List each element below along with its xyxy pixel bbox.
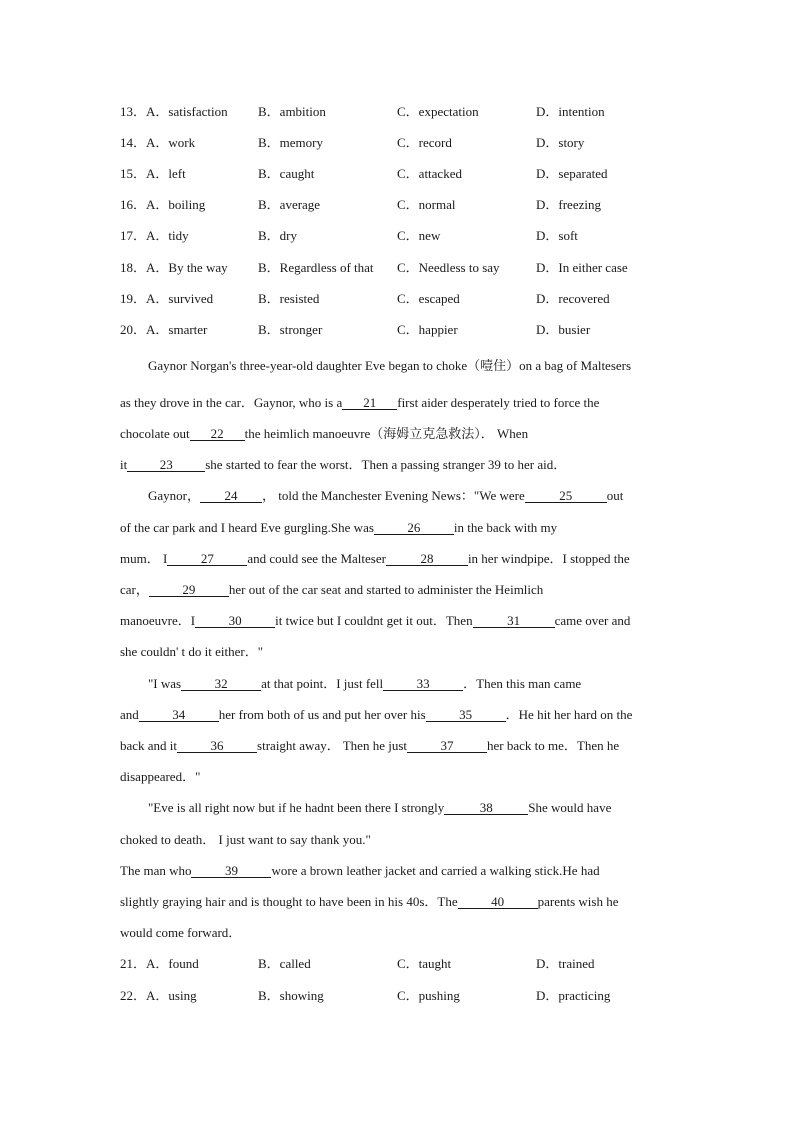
question-19-option-b: B．resisted [258, 291, 320, 306]
question-20-option-b: B．stronger [258, 322, 323, 337]
passage-text: in the back with my [453, 520, 558, 535]
passage-text: her back to me．Then he [487, 738, 620, 753]
question-22-option-c: C．pushing [397, 988, 460, 1003]
blank-30[interactable]: 30 [195, 614, 275, 628]
question-21-option-b: B．called [258, 956, 311, 971]
question-17-option-a: 17．A．tidy [120, 228, 189, 243]
passage-line-14: disappeared．" [120, 769, 201, 784]
passage-line-5 [148, 488, 623, 504]
blank-27[interactable]: 27 [167, 552, 247, 566]
question-18-options [120, 260, 680, 276]
passage-text: her out of the car seat and started to administer the Heimlich [228, 582, 544, 597]
question-14-option-c: C．record [397, 135, 452, 150]
passage-text: She would have [528, 800, 612, 815]
passage-text: "I was [148, 676, 182, 691]
passage-text: car， [120, 582, 149, 597]
question-13-option-c: C．expectation [397, 104, 479, 119]
passage-text: it twice but I couldnt get it out．Then [275, 613, 473, 628]
question-14-options [120, 135, 680, 151]
question-13-option-a: 13．A．satisfaction [120, 104, 228, 119]
question-15-option-d: D．separated [536, 166, 608, 181]
question-21-option-d: D．trained [536, 956, 595, 971]
passage-line-2 [120, 395, 599, 411]
passage-text: mum． I [120, 551, 168, 566]
passage-text: out [606, 488, 624, 503]
blank-40[interactable]: 40 [458, 895, 538, 909]
blank-31[interactable]: 31 [473, 614, 555, 628]
passage-text: "Eve is all right now but if he hadnt been there I strongly [148, 800, 445, 815]
blank-26[interactable]: 26 [374, 521, 454, 535]
blank-22[interactable]: 22 [190, 427, 245, 441]
passage-text: slightly graying hair and is thought to have been in his 40s．The [120, 894, 458, 909]
question-14-option-b: B．memory [258, 135, 323, 150]
question-21-option-a: 21．A．found [120, 956, 199, 971]
blank-23[interactable]: 23 [127, 458, 205, 472]
passage-line-16: choked to death． I just want to say thank you." [120, 832, 371, 847]
question-20-option-d: D．busier [536, 322, 591, 337]
question-21-option-c: C．taught [397, 956, 452, 971]
passage-text: came over and [554, 613, 631, 628]
question-19-option-c: C．escaped [397, 291, 460, 306]
blank-33[interactable]: 33 [383, 677, 463, 691]
passage-line-3 [120, 426, 528, 442]
question-14-option-a: 14．A．work [120, 135, 196, 150]
passage-text: she started to fear the worst．Then a passing stranger 39 to her aid． [205, 457, 567, 472]
question-15-options [120, 166, 680, 182]
blank-21[interactable]: 21 [342, 396, 397, 410]
blank-36[interactable]: 36 [177, 739, 257, 753]
question-14-option-d: D．story [536, 135, 585, 150]
question-17-option-d: D．soft [536, 228, 578, 243]
question-17-option-b: B．dry [258, 228, 298, 243]
question-22-options [120, 988, 680, 1004]
passage-line-8 [120, 582, 543, 598]
passage-line-6 [120, 520, 557, 536]
passage-text: and could see the Malteser [247, 551, 386, 566]
question-19-option-d: D．recovered [536, 291, 610, 306]
passage-line-13 [120, 738, 619, 754]
passage-text: Gaynor， [148, 488, 200, 503]
passage-line-19: would come forward． [120, 925, 242, 940]
passage-text: at that point．I just fell [261, 676, 384, 691]
question-18-option-c: C．Needless to say [397, 260, 500, 275]
passage-line-11 [148, 676, 581, 692]
passage-text: it [120, 457, 128, 472]
question-16-option-b: B．average [258, 197, 321, 212]
passage-line-15 [148, 800, 611, 816]
question-19-options [120, 291, 680, 307]
question-17-option-c: C．new [397, 228, 441, 243]
blank-25[interactable]: 25 [525, 489, 607, 503]
question-22-option-d: D．practicing [536, 988, 611, 1003]
question-16-option-d: D．freezing [536, 197, 601, 212]
passage-text: in her windpipe．I stopped the [467, 551, 630, 566]
question-16-options [120, 197, 680, 213]
question-13-option-b: B．ambition [258, 104, 326, 119]
question-18-option-b: B．Regardless of that [258, 260, 374, 275]
question-15-option-a: 15．A．left [120, 166, 186, 181]
passage-text: of the car park and I heard Eve gurgling.She was [120, 520, 374, 535]
passage-text: back and it [120, 738, 178, 753]
passage-text: her from both of us and put her over his [218, 707, 426, 722]
question-21-options [120, 956, 680, 972]
passage-line-4 [120, 457, 566, 473]
blank-32[interactable]: 32 [181, 677, 261, 691]
blank-35[interactable]: 35 [426, 708, 506, 722]
passage-text: straight away． Then he just [257, 738, 407, 753]
blank-37[interactable]: 37 [407, 739, 487, 753]
passage-text: wore a brown leather jacket and carried a walking stick.He had [271, 863, 600, 878]
blank-29[interactable]: 29 [149, 583, 229, 597]
passage-line-9 [120, 613, 630, 629]
blank-39[interactable]: 39 [191, 864, 271, 878]
passage-line-17 [120, 863, 600, 879]
question-20-option-c: C．happier [397, 322, 458, 337]
passage-text: chocolate out [120, 426, 190, 441]
passage-line-18 [120, 894, 618, 910]
question-16-option-c: C．normal [397, 197, 456, 212]
question-22-option-b: B．showing [258, 988, 324, 1003]
question-15-option-c: C．attacked [397, 166, 462, 181]
blank-24[interactable]: 24 [200, 489, 262, 503]
question-18-option-d: D．In either case [536, 260, 628, 275]
question-22-option-a: 22．A．using [120, 988, 197, 1003]
passage-text: ．He hit her hard on the [505, 707, 633, 722]
passage-line-1: Gaynor Norgan's three-year-old daughter Eve began to choke（噎住）on a bag of Maltesers [148, 358, 632, 373]
passage-line-7 [120, 551, 630, 567]
passage-text: ， told the Manchester Evening News："We were [262, 488, 525, 503]
passage-text: manoeuvre．I [120, 613, 196, 628]
passage-text: ．Then this man came [463, 676, 582, 691]
question-17-options [120, 228, 680, 244]
question-13-options [120, 104, 680, 120]
passage-line-10: she couldn' t do it either．" [120, 644, 264, 659]
question-19-option-a: 19．A．survived [120, 291, 214, 306]
question-20-option-a: 20．A．smarter [120, 322, 208, 337]
passage-text: parents wish he [537, 894, 619, 909]
passage-text: as they drove in the car．Gaynor, who is a [120, 395, 343, 410]
question-16-option-a: 16．A．boiling [120, 197, 206, 212]
blank-28[interactable]: 28 [386, 552, 468, 566]
passage-line-12 [120, 707, 632, 723]
passage-text: The man who [120, 863, 192, 878]
question-20-options [120, 322, 680, 338]
passage-text: first aider desperately tried to force the [397, 395, 600, 410]
question-18-option-a: 18．A．By the way [120, 260, 228, 275]
passage-text: the heimlich manoeuvre（海姆立克急救法）． When [244, 426, 529, 441]
question-15-option-b: B．caught [258, 166, 315, 181]
blank-38[interactable]: 38 [444, 801, 528, 815]
question-13-option-d: D．intention [536, 104, 605, 119]
blank-34[interactable]: 34 [139, 708, 219, 722]
passage-text: and [120, 707, 139, 722]
